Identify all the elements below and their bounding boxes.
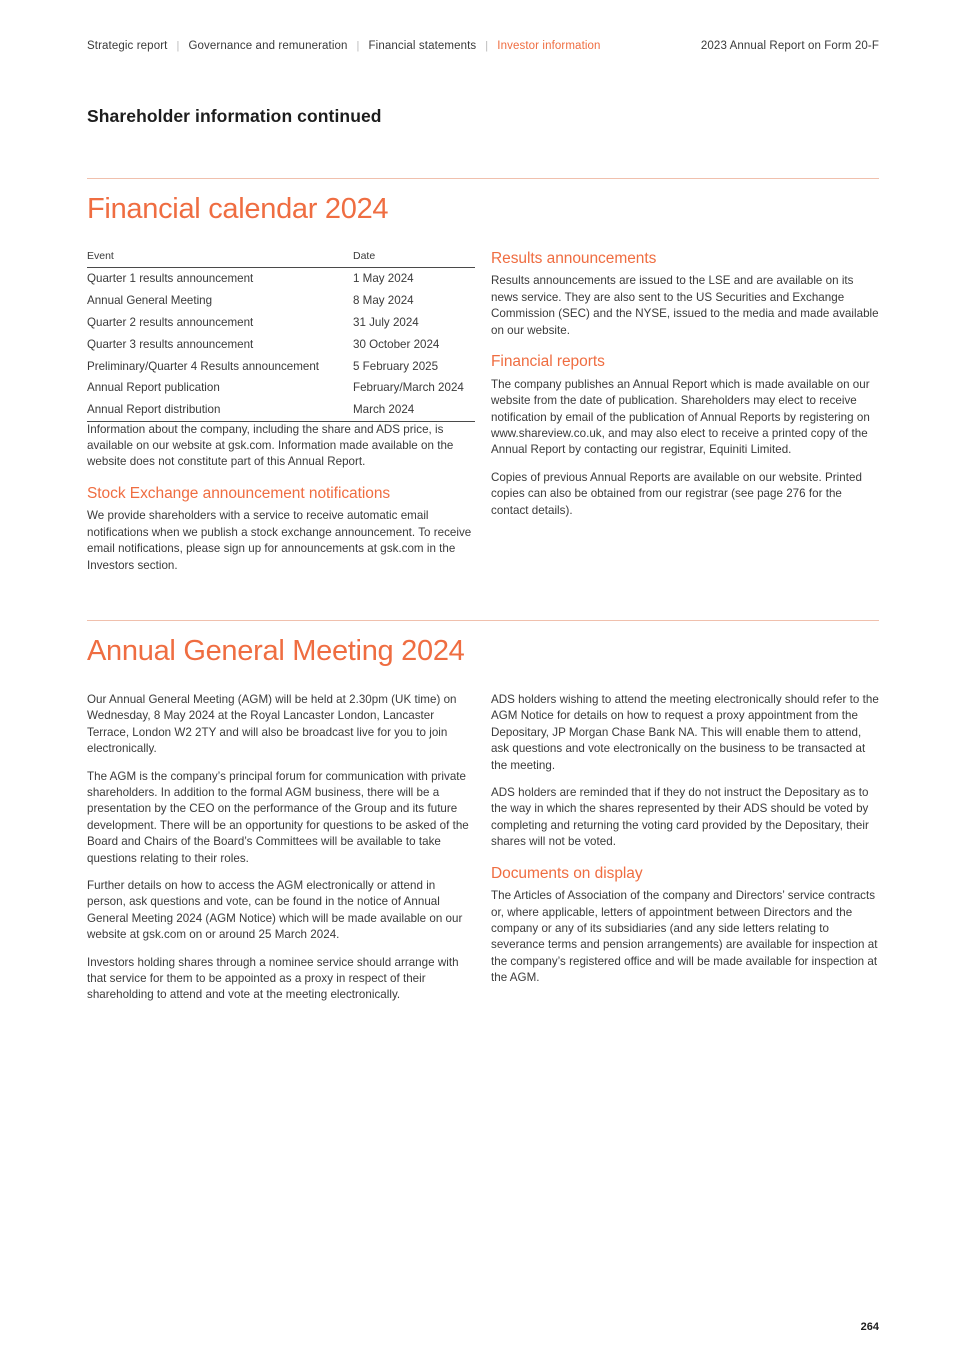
cell-date: 1 May 2024	[353, 272, 414, 286]
agm-right-column	[491, 692, 879, 1004]
cell-date: 31 July 2024	[353, 316, 419, 330]
header-nav	[87, 40, 601, 52]
paragraph-financial-reports-2: Copies of previous Annual Reports are available on our website. Printed copies can also be obtained from our registrar (see page 276 for the contact details).	[491, 470, 862, 517]
column-header-date: Date	[353, 250, 475, 268]
column-header-event: Event	[87, 250, 353, 268]
paragraph-agm-access: Further details on how to access the AGM electronically or attend in person, ask questions and vote, can be found in the notice of Annual General Meeting 2024 (AGM Notice) which will be made available on our website at gsk.com on or around 25 March 2024.	[87, 878, 463, 942]
cell-date: March 2024	[353, 399, 475, 422]
paragraph-ads-holders-voting: ADS holders are reminded that if they do not instruct the Depositary as to the way in which the shares represented by their ADS should be voted by completing and returning the voting card provided by the Depositary, their shares will not be voted.	[491, 785, 869, 849]
paragraph-ads-holders-attend: ADS holders wishing to attend the meeting electronically should refer to the AGM Notice for details on how to request a proxy appointment from the Depositary, JP Morgan Chase Bank NA. This will enable them to attend, ask questions and vote electronically on the business to be transacted at the meeting.	[491, 692, 879, 772]
header-report-label: 2023 Annual Report on Form 20-F	[700, 40, 879, 52]
nav-separator: |	[176, 40, 180, 52]
section-financial-calendar	[87, 178, 879, 574]
cell-event: Annual Report distribution	[87, 399, 353, 422]
section-heading-financial-calendar: Financial calendar 2024	[87, 193, 389, 225]
cell-event: Annual Report publication	[87, 381, 220, 395]
cell-date: 30 October 2024	[353, 337, 440, 351]
page-header	[87, 40, 879, 52]
cell-date: February/March 2024	[353, 381, 464, 395]
financial-calendar-table	[87, 250, 475, 422]
nav-item-strategic-report[interactable]: Strategic report	[87, 40, 168, 52]
page-title: Shareholder information continued	[87, 106, 382, 126]
section-divider	[87, 178, 879, 179]
paragraph-results-announcements: Results announcements are issued to the LSE and are available on its news service. They are also sent to the US Securities and Exchange Commission (SEC) and the NYSE, issued to the media and made available on our website.	[491, 274, 879, 337]
nav-separator: |	[356, 40, 360, 52]
section-annual-general-meeting	[87, 620, 879, 1004]
table-row	[87, 377, 475, 399]
paragraph-documents-on-display: The Articles of Association of the company and Directors’ service contracts or, where applicable, letters of appointment between Directors and the company or any of its subsidiaries (and any side letters relating to severance terms and pension arrangements) are available for inspection at the company’s registered office and will be made available for inspection at the AGM.	[491, 889, 878, 985]
table-row	[87, 355, 475, 377]
table-header-row	[87, 250, 475, 268]
nav-separator: |	[485, 40, 489, 52]
cell-date: 8 May 2024	[353, 294, 414, 308]
paragraph-agm-details: Our Annual General Meeting (AGM) will be held at 2.30pm (UK time) on Wednesday, 8 May 2024 at the Royal Lancaster London, Lancaster Terrace, London W2 2TY and will also be broadcast live for you to join electronically.	[87, 692, 457, 756]
nav-item-governance-and-remuneration[interactable]: Governance and remuneration	[188, 40, 348, 52]
section-divider	[87, 620, 879, 621]
agm-left-column	[87, 692, 475, 1004]
paragraph-stock-exchange-notifications: We provide shareholders with a service to receive automatic email notifications when we publish a stock exchange announcement. To receive email notifications, please sign up for announcements at gsk.com in the Investors section.	[87, 509, 472, 572]
cell-event: Quarter 3 results announcement	[87, 337, 254, 351]
financial-calendar-right-column	[491, 250, 879, 574]
subheading-results-announcements: Results announcements	[491, 249, 657, 267]
paragraph-agm-forum: The AGM is the company’s principal forum for communication with private shareholders. In addition to the formal AGM business, there will be a presentation by the CEO on the performance of the Group and its future development. There will be an opportunity for questions to be asked of the Board and Chairs of the Board’s Committees will be available to take questions relating to their roles.	[87, 769, 469, 865]
cell-event: Preliminary/Quarter 4 Results announcement	[87, 359, 319, 373]
page-number: 264	[860, 1321, 879, 1333]
cell-event: Quarter 2 results announcement	[87, 316, 254, 330]
section-heading-annual-general-meeting: Annual General Meeting 2024	[87, 635, 465, 667]
table-row	[87, 311, 475, 333]
paragraph-financial-reports-1: The company publishes an Annual Report which is made available on our website from the date of publication. Shareholders may elect to receive notification by email of the publication of Annual Reports by registering on www.shareview.co.uk, and may also elect to receive a printed copy of the Annual Report by contacting our registrar, Equiniti Limited.	[491, 377, 870, 457]
table-row	[87, 333, 475, 355]
paragraph-company-information: Information about the company, including the share and ADS price, is available on our website at gsk.com. Information made available on the website does not constitute part of this Annual Report.	[87, 422, 454, 469]
cell-event: Quarter 1 results announcement	[87, 272, 254, 286]
financial-calendar-left-column	[87, 250, 475, 574]
table-row	[87, 267, 475, 289]
subheading-documents-on-display: Documents on display	[491, 864, 643, 882]
nav-item-financial-statements[interactable]: Financial statements	[368, 40, 477, 52]
cell-event: Annual General Meeting	[87, 294, 213, 308]
subheading-stock-exchange-announcement-notifications: Stock Exchange announcement notifications	[87, 484, 391, 502]
cell-date: 5 February 2025	[353, 359, 439, 373]
nav-item-investor-information[interactable]: Investor information	[497, 40, 601, 52]
table-row	[87, 290, 475, 312]
paragraph-agm-nominee-service: Investors holding shares through a nominee service should arrange with that service for them to be appointed as a proxy in respect of their shareholding to attend and vote at the meeting electronically.	[87, 955, 459, 1002]
table-row	[87, 399, 475, 422]
subheading-financial-reports: Financial reports	[491, 353, 605, 371]
